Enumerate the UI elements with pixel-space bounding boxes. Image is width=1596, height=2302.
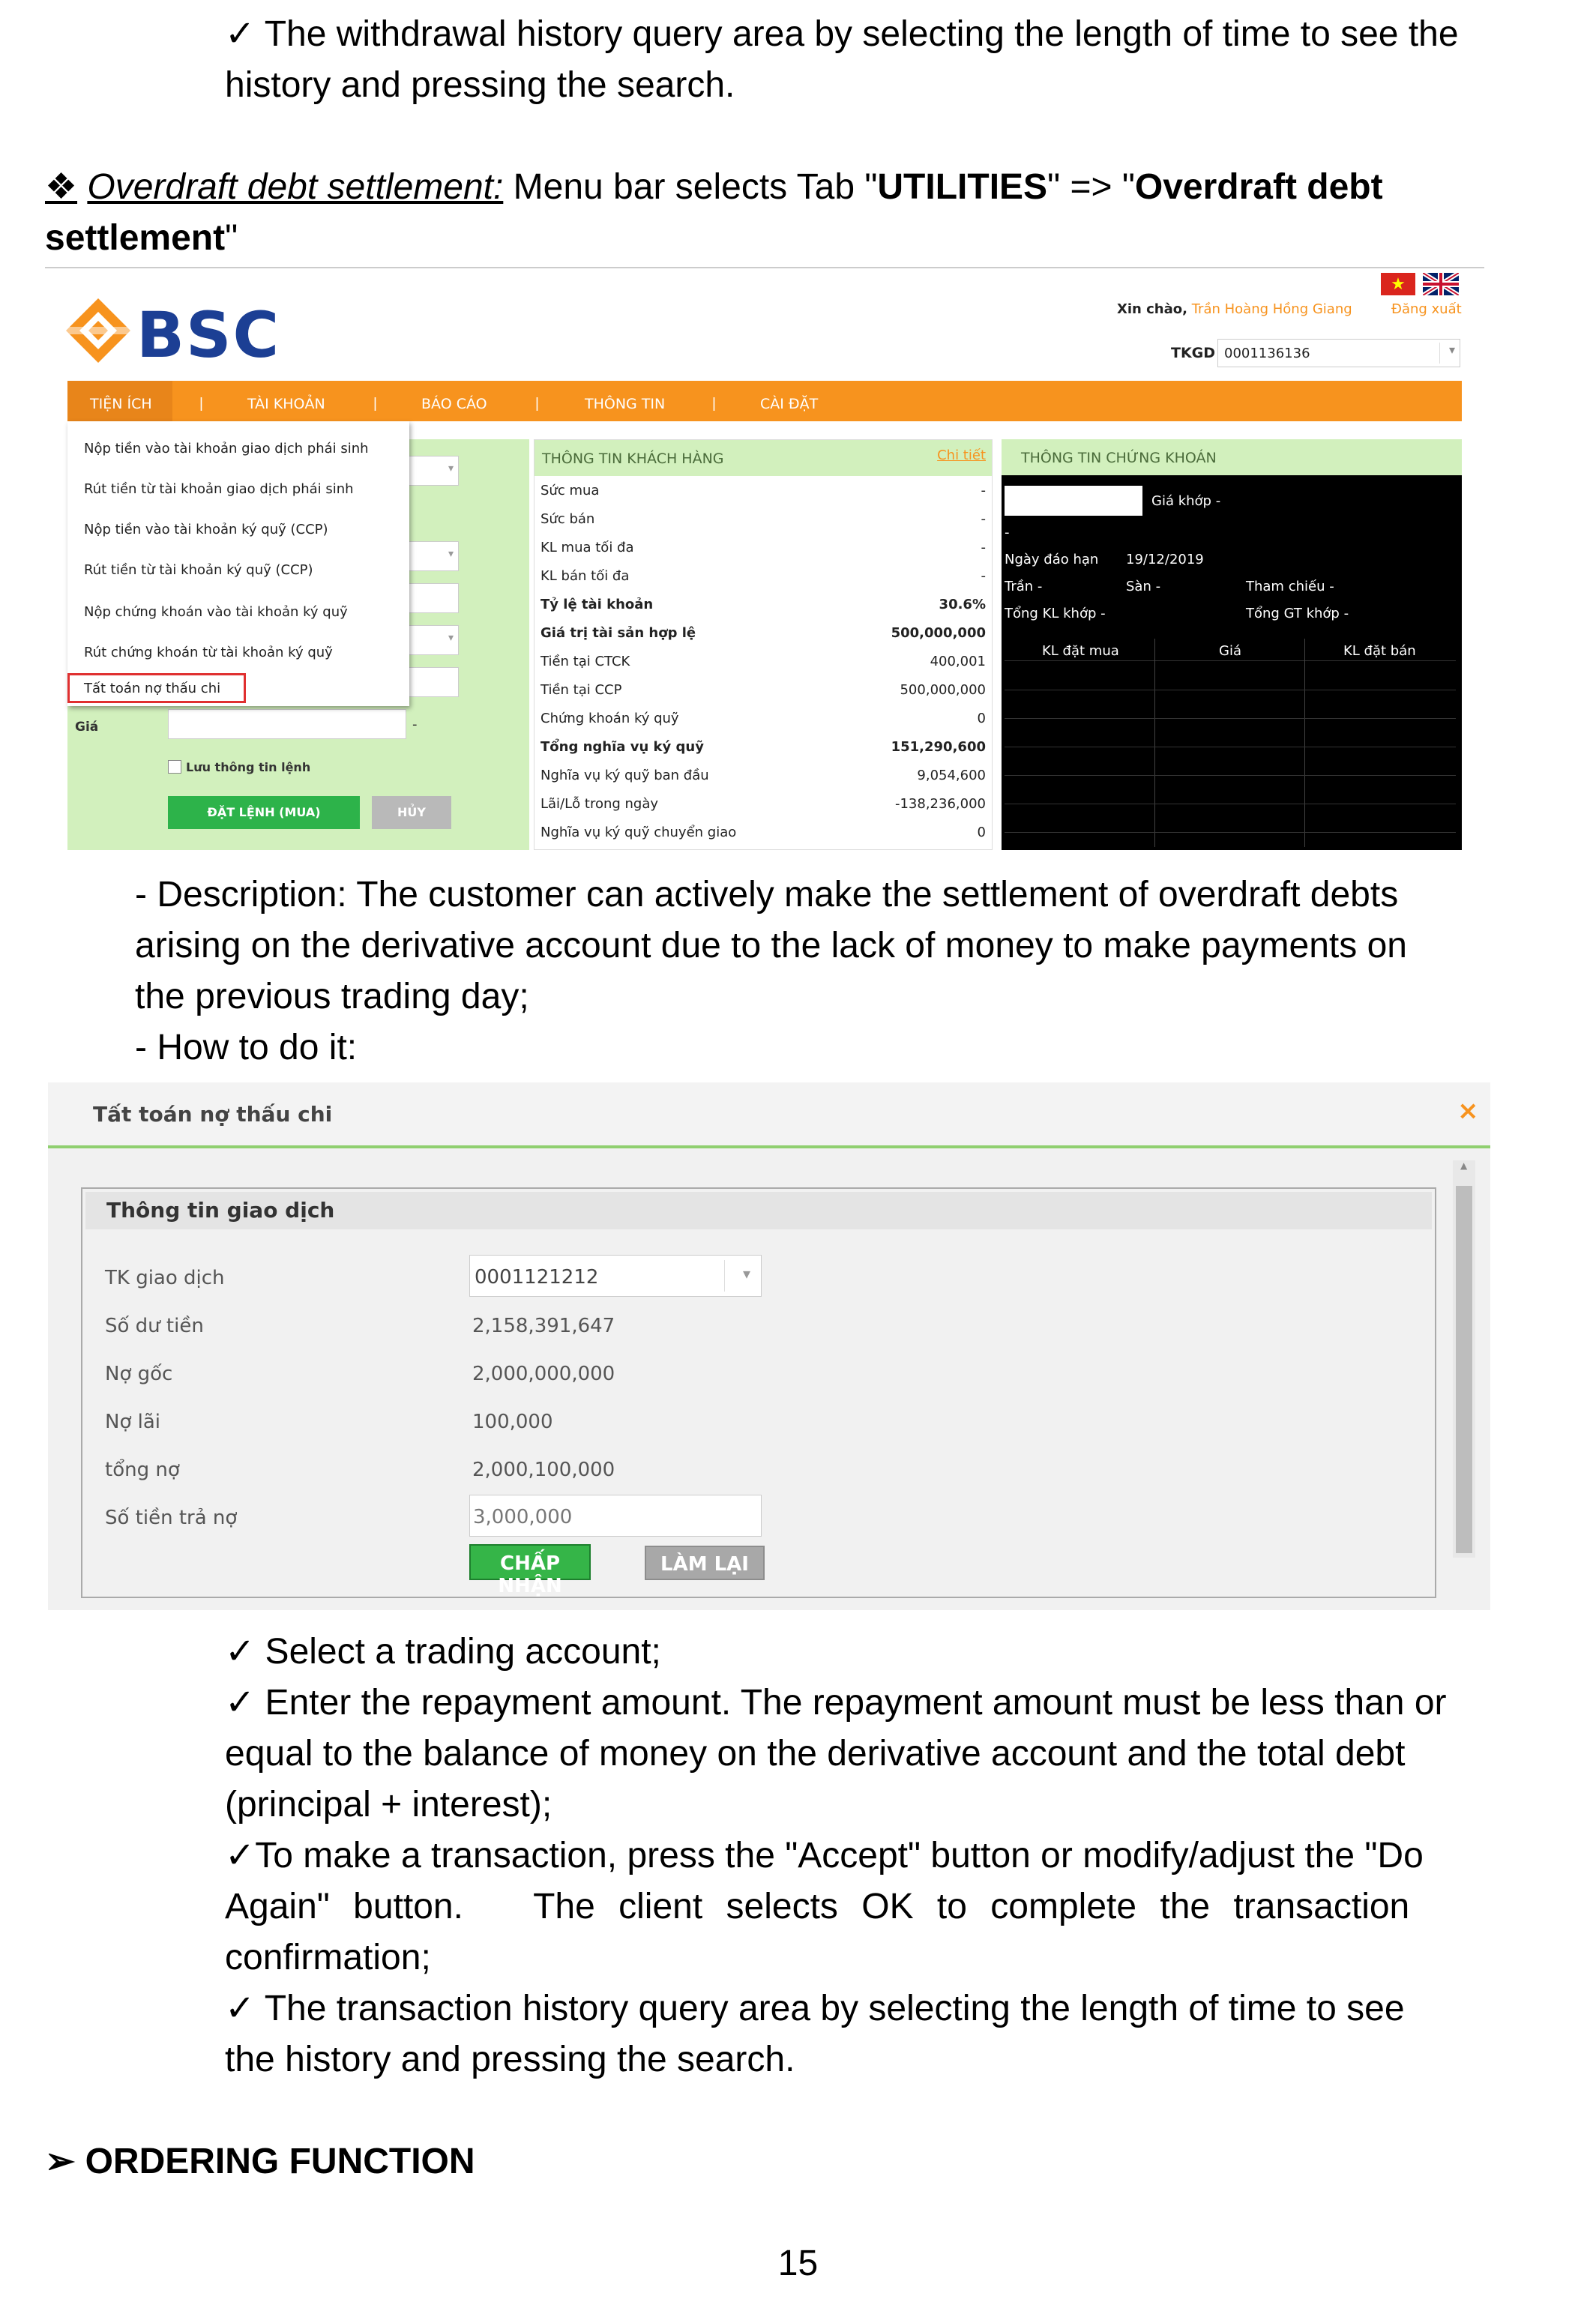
description-line-2: arising on the derivative account due to the lack of money to make payments on — [135, 926, 1407, 965]
customer-row: Sức mua - — [540, 483, 986, 498]
total-value: Tổng GT khớp - — [1246, 606, 1349, 621]
description-line-1: - Description: The customer can actively make the settlement of overdraft debts — [135, 875, 1399, 915]
arrow-icon: ➢ — [45, 2142, 76, 2181]
close-icon[interactable]: × — [1457, 1096, 1479, 1126]
principal-value: 2,000,000,000 — [472, 1363, 615, 1385]
tkgd-select[interactable] — [1217, 339, 1460, 367]
menu-item-deposit-securities[interactable]: Nộp chứng khoán vào tài khoản ký quỹ — [84, 604, 348, 620]
place-order-button[interactable]: ĐẶT LỆNH (MUA) — [168, 796, 360, 829]
total-debt-value: 2,000,100,000 — [472, 1459, 615, 1481]
maturity-label: Ngày đáo hạn — [1005, 552, 1099, 567]
save-order-checkbox[interactable] — [168, 760, 181, 774]
heading-link: Overdraft debt settlement: — [87, 167, 504, 207]
repay-amount-input[interactable] — [469, 1495, 762, 1537]
customer-row: Tỷ lệ tài khoản 30.6% — [540, 597, 986, 612]
heading-text-2: " => " — [1047, 167, 1135, 207]
intro-line-1: ✓ The withdrawal history query area by selecting the length of time to see the — [225, 14, 1459, 54]
order-book-header: KL đặt bán — [1343, 643, 1416, 659]
settlement-dialog-screenshot — [48, 1082, 1490, 1610]
customer-row: Sức bán - — [540, 511, 986, 527]
account-select[interactable] — [469, 1255, 762, 1297]
match-price: Giá khớp - — [1151, 493, 1221, 509]
menu-item-deposit-derivative[interactable]: Nộp tiền vào tài khoản giao dịch phái sinh — [84, 441, 369, 457]
customer-row: Nghĩa vụ ký quỹ ban đầu 9,054,600 — [540, 768, 986, 783]
page-number: 15 — [777, 2244, 819, 2283]
tkgd-label: TKGD — [1171, 345, 1216, 361]
description-line-3: the previous trading day; — [135, 977, 529, 1016]
customer-detail-link[interactable]: Chi tiết — [937, 448, 986, 463]
order-price-input[interactable] — [168, 709, 406, 739]
customer-row: Nghĩa vụ ký quỹ chuyển giao 0 — [540, 825, 986, 840]
menu-item-deposit-ccp[interactable]: Nộp tiền vào tài khoản ký quỹ (CCP) — [84, 522, 328, 537]
tkgd-value: 0001136136 — [1224, 346, 1310, 361]
reference-price: Tham chiếu - — [1246, 579, 1334, 594]
greeting: Xin chào, — [1117, 301, 1187, 317]
account-value: 0001121212 — [475, 1266, 599, 1289]
repay-amount-value: 3,000,000 — [473, 1506, 573, 1528]
balance-value: 2,158,391,647 — [472, 1315, 615, 1337]
scroll-up-icon[interactable]: ▲ — [1460, 1160, 1468, 1171]
nav-tab-info[interactable]: THÔNG TIN — [585, 396, 666, 412]
order-panel: ▾ ▾ ▾ Giá - Lưu thông tin lệnh ĐẶT LỆNH (MUA) HỦY — [67, 439, 529, 850]
dialog-title: Tất toán nợ thấu chi — [93, 1102, 333, 1127]
order-book-header: Giá — [1219, 643, 1241, 659]
customer-info-title: THÔNG TIN KHÁCH HÀNG — [542, 451, 724, 467]
menu-item-overdraft-settlement[interactable]: Tất toán nợ thấu chi — [84, 681, 221, 696]
account-label: TK giao dịch — [105, 1267, 225, 1289]
step-accept-line-1: ✓To make a transaction, press the "Accept" button or modify/adjust the "Do — [225, 1836, 1424, 1875]
step-enter-amount-line-2: equal to the balance of money on the derivative account and the total debt — [225, 1734, 1406, 1774]
chevron-down-icon: ▾ — [448, 462, 454, 474]
customer-info-rows — [534, 476, 992, 851]
customer-row: Lãi/Lỗ trong ngày -138,236,000 — [540, 796, 986, 812]
maturity-value: 19/12/2019 — [1126, 552, 1204, 567]
total-volume: Tổng KL khớp - — [1005, 606, 1106, 621]
user-name[interactable]: Trần Hoàng Hồng Giang — [1191, 301, 1352, 317]
section-heading — [45, 162, 1537, 213]
reset-button[interactable]: LÀM LẠI — [645, 1546, 765, 1580]
heading-bold-overdraft: Overdraft debt — [1134, 167, 1383, 207]
step-enter-amount-line-3: (principal + interest); — [225, 1785, 552, 1825]
customer-row: Tiền tại CTCK 400,001 — [540, 654, 986, 669]
step-history-line-1: ✓ The transaction history query area by selecting the length of time to see — [225, 1989, 1405, 2028]
customer-row: Tiền tại CCP 500,000,000 — [540, 682, 986, 698]
menu-item-withdraw-derivative[interactable]: Rút tiền từ tài khoản giao dịch phái sinh — [84, 481, 354, 497]
section-heading-line-2: settlement" — [45, 218, 238, 258]
customer-row: KL mua tối đa - — [540, 540, 986, 555]
step-enter-amount-line-1: ✓ Enter the repayment amount. The repayment amount must be less than or — [225, 1683, 1447, 1723]
heading-bold-utilities: UTILITIES — [877, 167, 1048, 207]
heading-bullet-icon: ❖ — [45, 167, 78, 207]
securities-info-panel: THÔNG TIN CHỨNG KHOÁN Giá khớp - - Ngày đáo hạn 19/12/2019 Trần - Sàn - Tham chiếu - Tổng KL khớp - Tổng GT khớp - KL đặt mua Giá KL đặt bán — [1002, 439, 1462, 850]
utilities-dropdown-menu — [67, 421, 409, 706]
step-accept-line-2: Again" button. The client selects OK to complete the transaction — [225, 1887, 1410, 1926]
balance-label: Số dư tiền — [105, 1315, 204, 1337]
customer-row: KL bán tối đa - — [540, 568, 986, 584]
order-price-label: Giá — [75, 720, 99, 735]
step-history-line-2: the history and pressing the search. — [225, 2040, 795, 2079]
nav-tab-settings[interactable]: CÀI ĐẶT — [760, 396, 819, 412]
step-accept-line-3: confirmation; — [225, 1938, 431, 1977]
interest-label: Nợ lãi — [105, 1411, 161, 1433]
uk-flag-icon[interactable] — [1423, 273, 1459, 295]
bsc-logo-icon — [64, 297, 132, 364]
chevron-down-icon: ▾ — [448, 548, 454, 560]
floor-price: Sàn - — [1126, 579, 1161, 594]
order-book-header: KL đặt mua — [1042, 643, 1119, 659]
vietnam-flag-icon[interactable]: ★ — [1381, 273, 1415, 295]
cancel-button[interactable]: HỦY — [372, 796, 451, 829]
chevron-down-icon: ▾ — [448, 632, 454, 644]
repay-amount-label: Số tiền trả nợ — [105, 1507, 238, 1529]
step-select-account: ✓ Select a trading account; — [225, 1632, 661, 1672]
nav-tab-account[interactable]: TÀI KHOẢN — [247, 396, 325, 412]
customer-info-panel — [534, 439, 993, 850]
main-nav-bar: TIỆN ÍCH | TÀI KHOẢN | BÁO CÁO | THÔNG TIN | CÀI ĐẶT — [67, 381, 1462, 421]
heading-text-1: Menu bar selects Tab " — [503, 167, 878, 207]
principal-label: Nợ gốc — [105, 1363, 173, 1385]
accept-button[interactable]: CHẤP NHẬN — [469, 1544, 591, 1580]
order-book-table — [1005, 639, 1456, 847]
chevron-down-icon: ▾ — [1448, 343, 1455, 357]
how-to-heading: - How to do it: — [135, 1028, 358, 1067]
customer-row: Giá trị tài sản hợp lệ 500,000,000 — [540, 625, 986, 641]
interest-value: 100,000 — [472, 1411, 553, 1433]
save-order-label: Lưu thông tin lệnh — [186, 760, 311, 774]
bsc-logo-text: BSC — [136, 298, 281, 372]
ceiling-price: Trần - — [1005, 579, 1043, 594]
customer-row: Tổng nghĩa vụ ký quỹ 151,290,600 — [540, 739, 986, 755]
intro-line-2: history and pressing the search. — [225, 65, 735, 105]
nav-tab-utilities[interactable]: TIỆN ÍCH — [90, 396, 152, 412]
menu-item-withdraw-securities[interactable]: Rút chứng khoán từ tài khoản ký quỹ — [84, 645, 333, 660]
ordering-function-heading: ➢ ORDERING FUNCTION — [45, 2142, 475, 2181]
securities-info-title: THÔNG TIN CHỨNG KHOÁN — [1021, 450, 1217, 466]
scrollbar-thumb[interactable] — [1456, 1186, 1472, 1553]
menu-item-withdraw-ccp[interactable]: Rút tiền từ tài khoản ký quỹ (CCP) — [84, 562, 313, 578]
scrollbar[interactable] — [1453, 1160, 1475, 1558]
customer-row: Chứng khoán ký quỹ 0 — [540, 711, 986, 726]
symbol-input[interactable] — [1005, 486, 1142, 516]
chevron-down-icon: ▾ — [742, 1265, 750, 1283]
transaction-info-section — [81, 1187, 1436, 1598]
section-title: Thông tin giao dịch — [106, 1198, 335, 1223]
total-debt-label: tổng nợ — [105, 1459, 180, 1481]
nav-tab-reports[interactable]: BÁO CÁO — [421, 396, 487, 412]
logout-link[interactable]: Đăng xuất — [1391, 301, 1462, 317]
trading-screenshot — [45, 267, 1484, 852]
